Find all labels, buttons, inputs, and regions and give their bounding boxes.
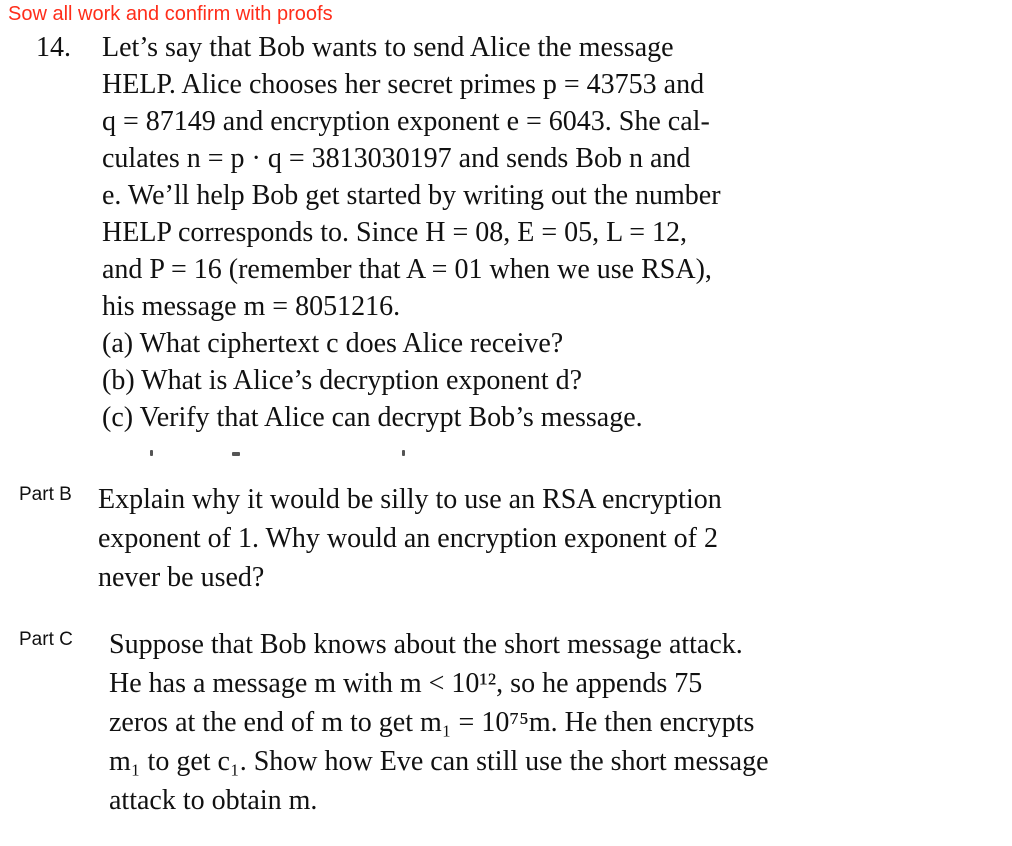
problem-14-line: HELP corresponds to. Since H = 08, E = 05, L = 12, bbox=[102, 217, 688, 248]
part-b-line: exponent of 1. Why would an encryption exponent of 2 bbox=[98, 523, 719, 554]
sub-question-c: (c) Verify that Alice can decrypt Bob’s message. bbox=[102, 402, 643, 433]
problem-14-line: e. We’ll help Bob get started by writing out the number bbox=[102, 180, 721, 211]
cropped-text-fragment bbox=[150, 450, 410, 460]
problem-number: 14. bbox=[36, 32, 71, 63]
problem-14-line: Let’s say that Bob wants to send Alice the message bbox=[102, 32, 674, 63]
sub-question-b: (b) What is Alice’s decryption exponent d? bbox=[102, 365, 583, 396]
instruction-note: Sow all work and confirm with proofs bbox=[8, 3, 333, 25]
part-c-line: m₁ to get c₁. Show how Eve can still use the short message bbox=[109, 746, 769, 777]
part-c-line: zeros at the end of m to get m₁ = 10⁷⁵m. He then encrypts bbox=[109, 707, 755, 738]
problem-14-text bbox=[102, 29, 721, 436]
part-c-line: attack to obtain m. bbox=[109, 785, 318, 816]
problem-14-line: HELP. Alice chooses her secret primes p = 43753 and bbox=[102, 69, 705, 100]
problem-14-line: his message m = 8051216. bbox=[102, 291, 401, 322]
part-c-text bbox=[109, 625, 769, 820]
part-b-text bbox=[98, 480, 722, 597]
part-c-line: Suppose that Bob knows about the short message attack. bbox=[109, 629, 743, 660]
problem-14-line: q = 87149 and encryption exponent e = 6043. She cal- bbox=[102, 106, 710, 137]
sub-question-a: (a) What ciphertext c does Alice receive? bbox=[102, 328, 564, 359]
problem-14-line: culates n = p · q = 3813030197 and sends Bob n and bbox=[102, 143, 691, 174]
part-c-label: Part C bbox=[19, 629, 73, 650]
part-b-line: Explain why it would be silly to use an RSA encryption bbox=[98, 484, 722, 515]
part-b-label: Part B bbox=[19, 484, 72, 505]
part-c-line: He has a message m with m < 10¹², so he appends 75 bbox=[109, 668, 703, 699]
part-b-line: never be used? bbox=[98, 562, 265, 593]
problem-14-line: and P = 16 (remember that A = 01 when we use RSA), bbox=[102, 254, 712, 285]
